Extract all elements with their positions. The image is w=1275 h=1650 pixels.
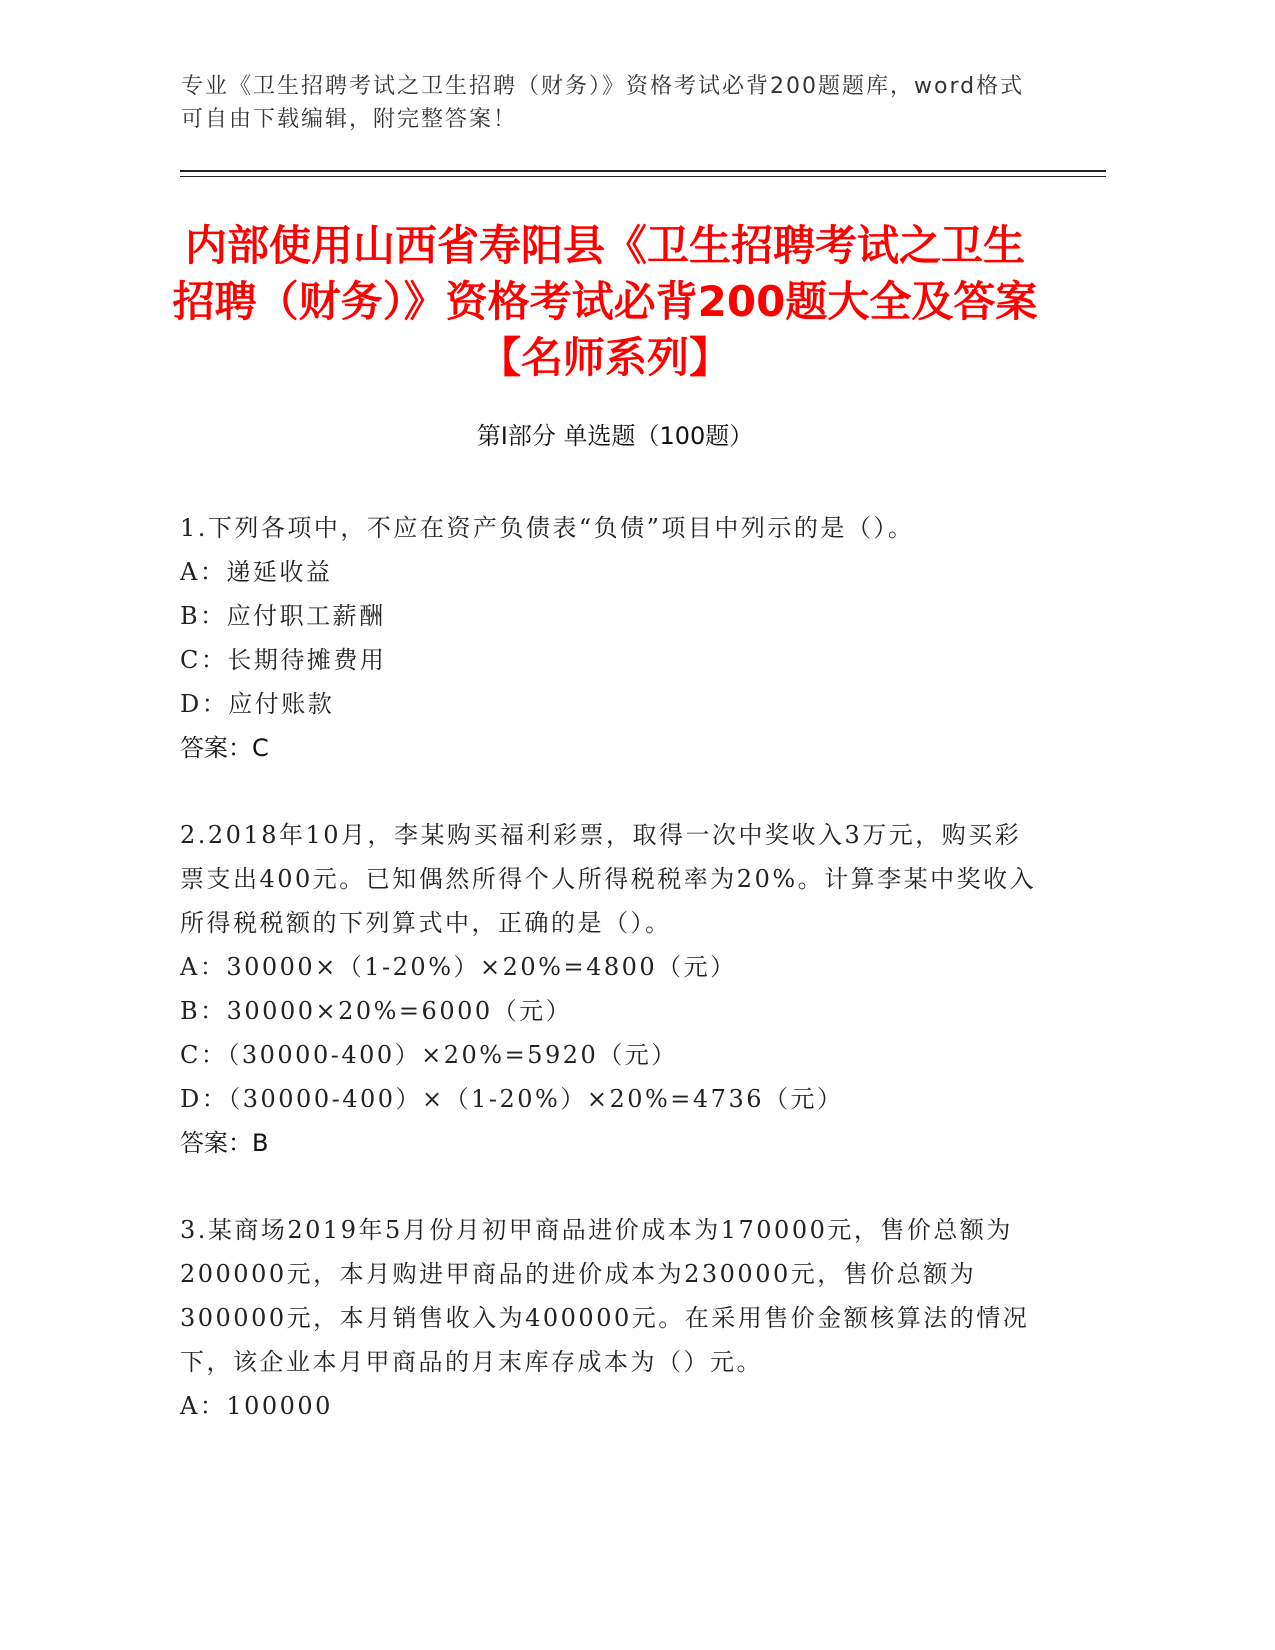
- document-title: 内部使用山西省寿阳县《卫生招聘考试之卫生招聘（财务）》资格考试必背200题大全及答案【名师系列】: [172, 221, 1038, 382]
- question-stem: 3.某商场2019年5月份月初甲商品进价成本为170000元，售价总额为200000元，本月购进甲商品的进价成本为230000元，售价总额为300000元，本月销售收入为400000元。在采用售价金额核算法的情况下，该企业本月甲商品的月末库存成本为（）元。: [180, 1216, 1030, 1376]
- question-3: [180, 1208, 1040, 1428]
- option-b: B：30000×20%=6000（元）: [180, 997, 573, 1025]
- option-d: D：应付账款: [180, 690, 335, 718]
- question-stem: 1.下列各项中，不应在资产负债表“负债”项目中列示的是（）。: [180, 514, 915, 542]
- option-b: B：应付职工薪酬: [180, 602, 386, 630]
- question-list: [180, 506, 1040, 1471]
- option-c: C：长期待摊费用: [180, 646, 387, 674]
- answer: 答案：B: [180, 1129, 269, 1157]
- header-divider-thick: [180, 170, 1106, 172]
- option-c: C：（30000-400）×20%=5920（元）: [180, 1041, 678, 1069]
- header-divider-thin: [180, 176, 1106, 177]
- option-a: A：递延收益: [180, 558, 333, 586]
- option-d: D：（30000-400）×（1-20%）×20%=4736（元）: [180, 1085, 844, 1113]
- answer: 答案：C: [180, 734, 269, 762]
- question-stem: 2.2018年10月，李某购买福利彩票，取得一次中奖收入3万元，购买彩票支出400元。已知偶然所得个人所得税税率为20%。计算李某中奖收入所得税税额的下列算式中，正确的是（）。: [180, 821, 1037, 937]
- question-1: [180, 506, 1040, 770]
- header-note: 专业《卫生招聘考试之卫生招聘（财务）》资格考试必背200题题库，word格式可自由下载编辑，附完整答案！: [181, 74, 1025, 132]
- option-a: A：30000×（1-20%）×20%=4800（元）: [180, 953, 737, 981]
- section-title: 第I部分 单选题（100题）: [476, 422, 754, 450]
- question-2: [180, 813, 1040, 1165]
- option-a: A：100000: [180, 1392, 333, 1420]
